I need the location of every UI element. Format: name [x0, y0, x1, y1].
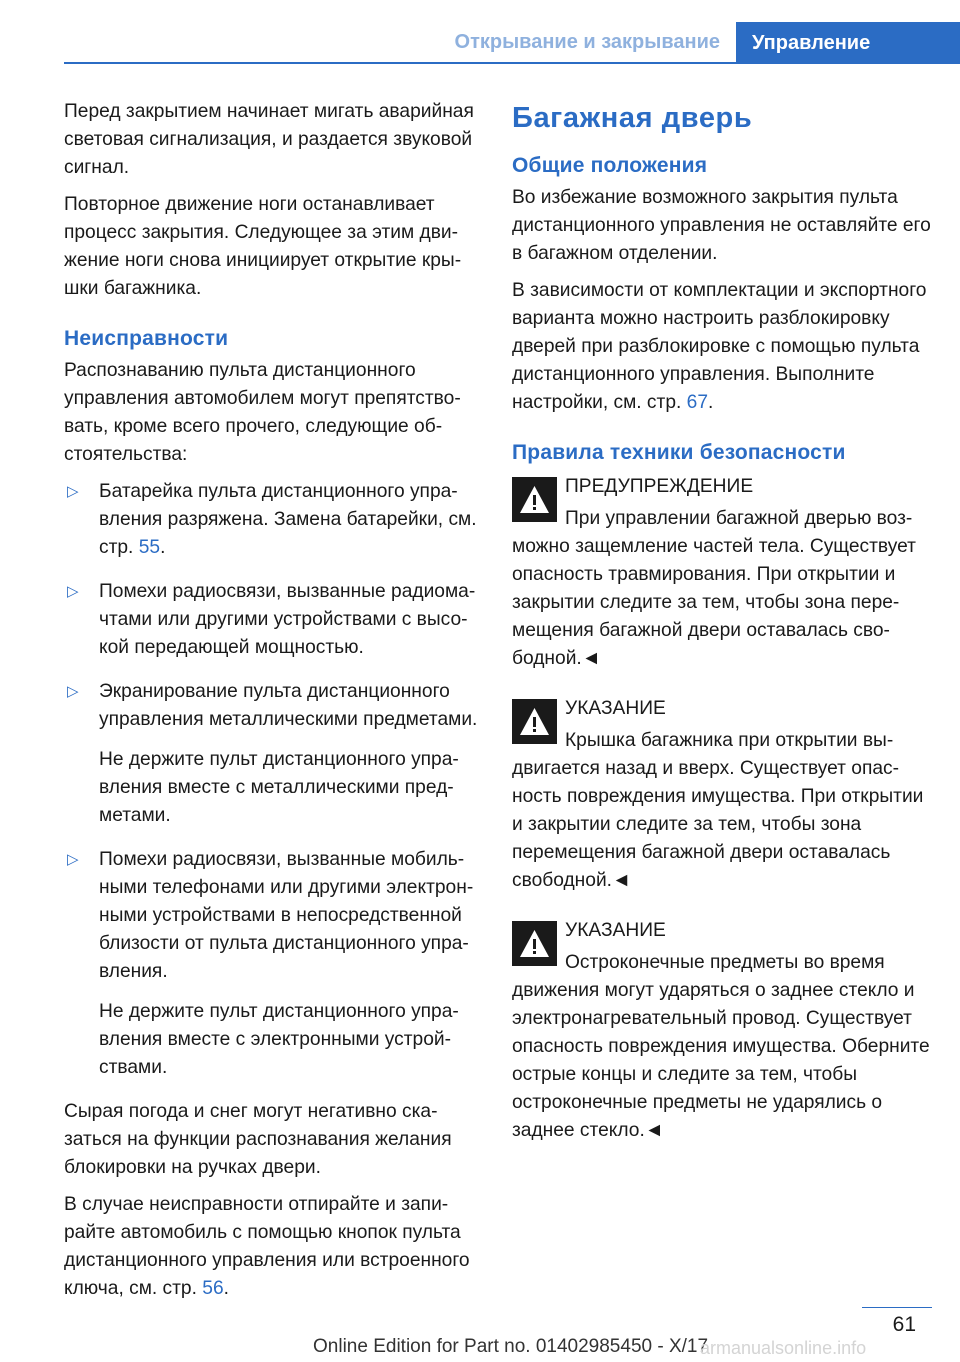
list-item	[64, 678, 480, 830]
right-column: Багажная дверь Общие положения Во избежание возможного закрытия пульта дистанционного управления не оставляйте его в багажном отделении. В зависимости от комплектации и экспортного варианта можно настроить разблокировку дверей при разблокировке с помощью пульта дистанционного управления. Выполните настройки, см. стр. 67. Правила техники безопасности ПРЕДУПРЕЖДЕНИЕ При управлении багажной дверью возможно защемление частей тела. Существует опасность травмирования. При открытии и закрытии следите за тем, чтобы зона перемещения багажной двери оставалась свободной.◄ УКАЗАНИЕ Крышка багажника при открытии выдвигается назад и вверх. Существует опасность повреждения имущества. При открытии и закрытии следите за тем, чтобы зона перемещения багажной двери оставалась свободной.◄ УКАЗАНИЕ Остроконечные предметы во время движения могут ударяться о заднее стекло и электронагревательный провод. Существует опасность повреждения имущества. Оберните острые концы и следите за тем, чтобы остроконечные предметы не ударялись о заднее стекло.◄	[512, 98, 932, 1167]
heading-tailgate: Багажная дверь	[512, 102, 753, 134]
list-item-text: Помехи радиосвязи, вызванные радиомачтами или другими устройствами с высокой передающей мощностью.	[99, 581, 476, 658]
section-title: Открывание и закрывание	[454, 31, 720, 53]
footer-rule	[862, 1307, 932, 1308]
paragraph-weather: Сырая погода и снег могут негативно сказаться на функции распознавания желания блокировки на ручках двери.	[64, 1101, 452, 1178]
paragraph-malfunction-action: В случае неисправности отпирайте и запирайте автомобиль с помощью кнопок пульта дистанционного управления или встроенного ключа, см. стр.	[64, 1194, 470, 1299]
page-link-55[interactable]: 55	[138, 537, 161, 558]
list-item-text: Батарейка пульта дистанционного управления разряжена. Замена батарейки, см. стр.	[99, 481, 477, 558]
paragraph-malfunction-intro: Распознаванию пульта дистанционного управления автомобилем могут препятствовать, кроме всего прочего, следующие обстоятельства:	[64, 360, 461, 465]
warning-box	[512, 473, 932, 673]
triangle-right-icon: ▷	[67, 683, 79, 700]
notice-title: УКАЗАНИЕ	[565, 920, 666, 941]
triangle-right-icon: ▷	[67, 583, 79, 600]
triangle-right-icon: ▷	[67, 851, 79, 868]
list-item	[64, 846, 480, 1082]
edition-label: Online Edition for Part no. 01402985450 - X/17	[313, 1336, 709, 1357]
left-column: Перед закрытием начинает мигать аварийная световая сигнализация, и раздается звуковой сигнал. Повторное движение ноги останавливает процесс закрытия. Следующее за этим движение ноги снова инициирует открытие крышки багажника. Неисправности Распознаванию пульта дистанционного управления автомобилем могут препятствовать, кроме всего прочего, следующие обстоятельства: ▷ Батарейка пульта дистанционного управления разряжена. Замена батарейки, см. стр. 55. ▷ Помехи радиосвязи, вызванные радиомачтами или другими устройствами с высокой передающей мощностью. ▷ Экранирование пульта дистанционного управления металлическими предметами. Не держите пульт дистанционного управления вместе с металлическими предметами. ▷ Помехи радиосвязи, вызванные мобильными телефонами или другими электронными устройствами в непосредственной близости от пульта дистанционного управления. Не держите пульт дистанционного управления вместе с электронными устройствами. Сырая погода и снег могут негативно сказаться на функции распознавания желания блокировки на ручках двери. В случае неисправности отпирайте и запирайте автомобиль с помощью кнопок пульта дистанционного управления или встроенного ключа, см. стр. 56.	[64, 98, 480, 1312]
page-link-56[interactable]: 56	[202, 1278, 224, 1299]
chapter-tab: Управление	[736, 22, 960, 64]
list-item-text: Экранирование пульта дистанционного управления металлическими предметами.	[99, 681, 478, 730]
paragraph-remote-in-trunk: Во избежание возможного закрытия пульта дистанционного управления не оставляйте его в багажном отделении.	[512, 187, 931, 264]
warning-title: ПРЕДУПРЕЖДЕНИЕ	[565, 476, 754, 497]
warning-triangle-icon	[512, 921, 557, 966]
list-item: ▷ Батарейка пульта дистанционного управления разряжена. Замена батарейки, см. стр. 55.	[64, 478, 480, 562]
triangle-right-icon: ▷	[67, 483, 79, 500]
warning-triangle-icon	[512, 477, 557, 522]
notice-text: Остроконечные предметы во время движения могут ударяться о заднее стекло и электронагревательный провод. Существует опасность повреждения имущества. Оберните острые концы и следите за тем, чтобы остроконечные предметы не ударялись о заднее стекло.◄	[512, 952, 930, 1141]
notice-box	[512, 917, 932, 1145]
header-rule	[64, 62, 960, 64]
list-item	[64, 578, 480, 662]
warning-text: При управлении багажной дверью возможно защемление частей тела. Существует опасность травмирования. При открытии и закрытии следите за тем, чтобы зона перемещения багажной двери оставалась свободной.◄	[512, 508, 916, 669]
notice-title: УКАЗАНИЕ	[565, 698, 666, 719]
malfunction-list	[64, 478, 480, 1082]
paragraph-closing-warning: Перед закрытием начинает мигать аварийная световая сигнализация, и раздается звуковой сигнал.	[64, 101, 474, 178]
list-item-text: Помехи радиосвязи, вызванные мобильными телефонами или другими электронными устройствами в непосредственной близости от пульта дистанционного управления.	[99, 849, 474, 982]
paragraph-stop-closing: Повторное движение ноги останавливает процесс закрытия. Следующее за этим движение ноги снова инициирует открытие крышки багажника.	[64, 194, 462, 299]
heading-general: Общие положения	[512, 154, 708, 177]
notice-box	[512, 695, 932, 895]
notice-text: Крышка багажника при открытии выдвигается назад и вверх. Существует опасность повреждения имущества. При открытии и закрытии следите за тем, чтобы зона перемещения багажной двери оставалась свободной.◄	[512, 730, 924, 891]
list-item-note: Не держите пульт дистанционного управления вместе с электронными устройствами.	[99, 1001, 459, 1078]
list-item-note: Не держите пульт дистанционного управления вместе с металлическими предметами.	[99, 749, 459, 826]
heading-malfunction: Неисправности	[64, 327, 229, 350]
heading-safety: Правила техники безопасности	[512, 441, 846, 464]
watermark: armanualsonline.info	[700, 1338, 867, 1358]
warning-triangle-icon	[512, 699, 557, 744]
page-link-67[interactable]: 67	[686, 392, 708, 413]
page-number: 61	[892, 1313, 916, 1336]
paragraph-unlock-settings: В зависимости от комплектации и экспортного варианта можно настроить разблокировку дверей при разблокировке с помощью пульта дистанционного управления. Выполните настройки, см. стр.	[512, 280, 927, 413]
